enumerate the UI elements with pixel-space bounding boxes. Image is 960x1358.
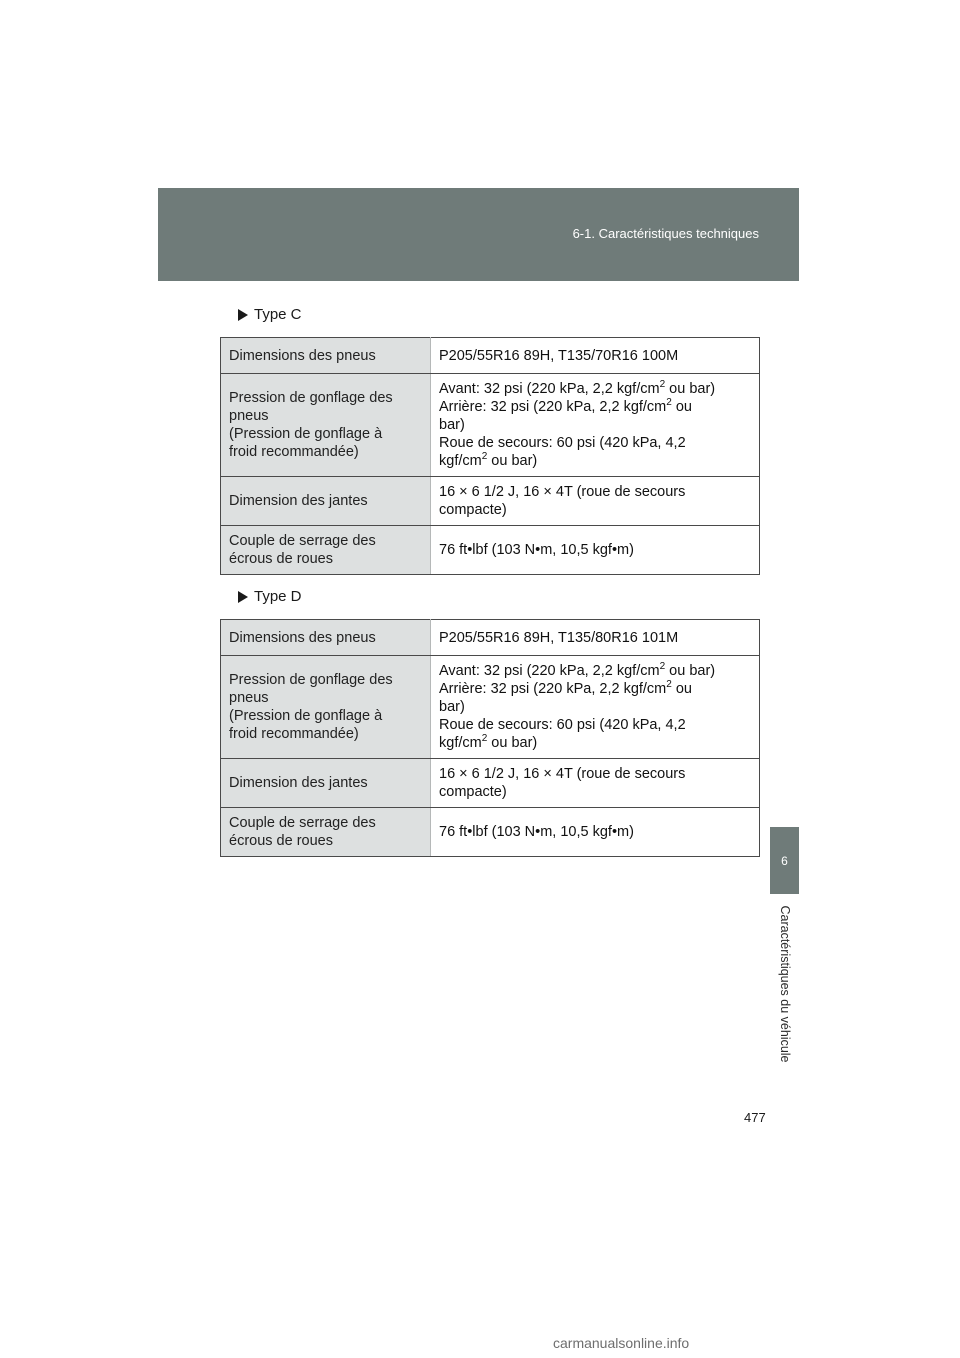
spec-value: Avant: 32 psi (220 kPa, 2,2 kgf/$cm^2$ ou bar) Arrière: 32 psi (220 kPa, 2,2 kgf/$cm^2$ ou bar) Roue de secours: 60 psi (420 kPa, 4,2 kgf/$cm^2$ ou bar) [431, 656, 760, 759]
type-c-spec-table [220, 337, 760, 575]
spec-label: Couple de serrage des écrous de roues [221, 526, 431, 575]
chapter-tab [770, 827, 799, 894]
table-row [221, 477, 760, 526]
spec-label: Couple de serrage des écrous de roues [221, 808, 431, 857]
spec-value: 76 ft•lbf (103 N•m, 10,5 kgf•m) [431, 526, 760, 575]
spec-label: Dimension des jantes [221, 477, 431, 526]
spec-value: P205/55R16 89H, T135/80R16 101M [431, 620, 760, 656]
spec-value: P205/55R16 89H, T135/70R16 100M [431, 338, 760, 374]
table-row [221, 338, 760, 374]
spec-label: Dimensions des pneus [221, 620, 431, 656]
spec-value: Avant: 32 psi (220 kPa, 2,2 kgf/$cm^2$ ou bar) Arrière: 32 psi (220 kPa, 2,2 kgf/$cm^2$ ou bar) Roue de secours: 60 psi (420 kPa, 4,2 kgf/$cm^2$ ou bar) [431, 374, 760, 477]
table-row [221, 656, 760, 759]
chapter-header-band [158, 188, 799, 281]
spec-label: Pression de gonflage des pneus (Pression de gonflage à froid recommandée) [221, 656, 431, 759]
table-row [221, 526, 760, 575]
spec-value: 76 ft•lbf (103 N•m, 10,5 kgf•m) [431, 808, 760, 857]
type-d-spec-table [220, 619, 760, 857]
chapter-tab-number: 6 [781, 853, 788, 868]
section-title: 6-1. Caractéristiques techniques [572, 226, 759, 241]
triangle-bullet-icon [238, 309, 248, 321]
table-row [221, 808, 760, 857]
spec-label: Pression de gonflage des pneus (Pression de gonflage à froid recommandée) [221, 374, 431, 477]
chapter-side-label: Caractéristiques du véhicule [778, 905, 792, 1063]
type-c-heading [238, 306, 302, 323]
type-d-heading [238, 588, 302, 605]
table-row [221, 374, 760, 477]
type-c-heading-text: Type C [254, 306, 302, 323]
page-number: 477 [744, 1110, 766, 1125]
spec-value: 16 × 6 1/2 J, 16 × 4T (roue de secours compacte) [431, 477, 760, 526]
type-d-heading-text: Type D [254, 588, 302, 605]
spec-label: Dimensions des pneus [221, 338, 431, 374]
table-row [221, 620, 760, 656]
spec-label: Dimension des jantes [221, 759, 431, 808]
table-row [221, 759, 760, 808]
watermark-text[interactable]: carmanualsonline.info [553, 1335, 690, 1351]
spec-value: 16 × 6 1/2 J, 16 × 4T (roue de secours compacte) [431, 759, 760, 808]
triangle-bullet-icon [238, 591, 248, 603]
